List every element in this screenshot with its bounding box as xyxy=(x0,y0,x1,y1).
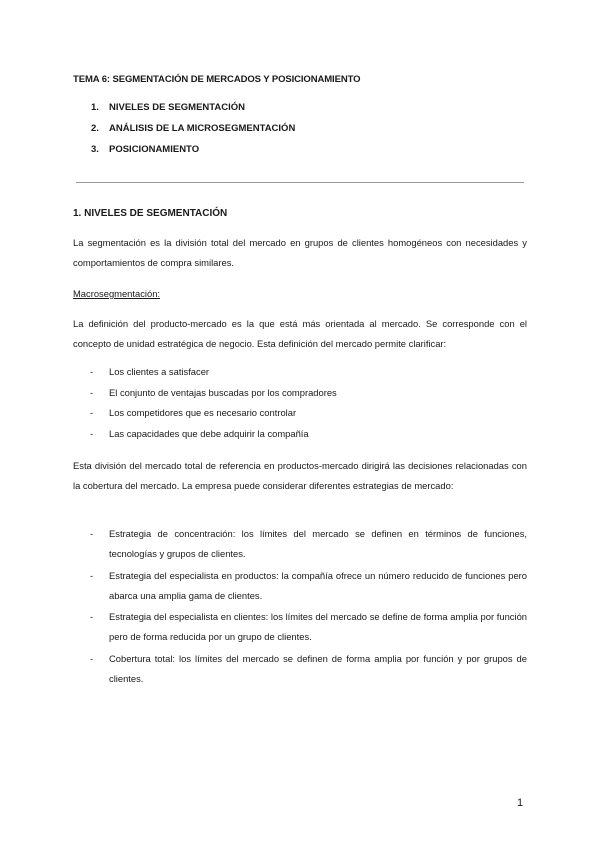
toc-item-label: ANÁLISIS DE LA MICROSEGMENTACIÓN xyxy=(109,123,296,134)
list-item xyxy=(90,362,527,383)
dash-bullet: - xyxy=(90,427,94,439)
toc-item xyxy=(91,102,295,123)
dash-bullet: - xyxy=(90,366,94,377)
list-item xyxy=(90,424,527,445)
dash-bullet: - xyxy=(90,652,94,664)
list-item-text: Estrategia de concentración: los límites del mercado se definen en términos de funciones, tecnologías y grupos de clientes. xyxy=(109,528,527,559)
toc-item-number: 1. xyxy=(91,102,99,113)
toc-item-label: POSICIONAMIENTO xyxy=(109,144,200,155)
list-item-text: El conjunto de ventajas buscadas por los compradores xyxy=(109,386,337,398)
toc-item-label: NIVELES DE SEGMENTACIÓN xyxy=(109,102,246,113)
dash-bullet: - xyxy=(90,386,94,398)
list-item-text: Las capacidades que debe adquirir la compañía xyxy=(109,427,309,439)
list-item-text: Cobertura total: los límites del mercado se definen de forma amplia por función y por grupos de clientes. xyxy=(109,652,527,684)
list-item xyxy=(90,383,527,404)
toc-item-number: 3. xyxy=(91,144,99,155)
list-item-text: Los competidores que es necesario controlar xyxy=(109,407,297,418)
section-heading: 1. NIVELES DE SEGMENTACIÓN xyxy=(73,208,228,219)
dash-bullet: - xyxy=(90,407,94,418)
paragraph-product-market: La definición del producto-mercado es la que está más orientada al mercado. Se corresponde con el concepto de unidad estratégica de negocio. Esta definición del mercado permite clarificar: xyxy=(73,318,527,349)
list-item-text: Estrategia del especialista en clientes: los límites del mercado se define de forma amplia por función pero de forma reducida por un grupo de clientes. xyxy=(109,611,527,642)
list-item xyxy=(90,607,527,647)
list-item xyxy=(90,403,527,424)
bullet-list-clarify xyxy=(90,362,527,444)
page-title: TEMA 6: SEGMENTACIÓN DE MERCADOS Y POSICIONAMIENTO xyxy=(73,74,361,85)
intro-paragraph: La segmentación es la división total del mercado en grupos de clientes homogéneos con necesidades y comportamientos de compra similares. xyxy=(73,237,527,268)
page-number: 1 xyxy=(517,797,524,809)
list-item xyxy=(90,524,527,564)
paragraph-market-division: Esta división del mercado total de referencia en productos-mercado dirigirá las decisiones relacionadas con la cobertura del mercado. La empresa puede considerar diferentes estrategias de mercado: xyxy=(73,460,527,491)
list-item-text: Los clientes a satisfacer xyxy=(109,366,210,377)
toc-item xyxy=(91,123,295,144)
list-item-text: Estrategia del especialista en productos: la compañía ofrece un número reducido de funciones pero abarca una amplia gama de clientes. xyxy=(109,569,527,601)
table-of-contents xyxy=(91,102,295,165)
toc-item-number: 2. xyxy=(91,123,99,134)
dash-bullet: - xyxy=(90,611,94,622)
subheading-macrosegmentacion: Macrosegmentación: xyxy=(73,288,161,299)
dash-bullet: - xyxy=(90,569,94,581)
list-item xyxy=(90,649,527,689)
horizontal-divider xyxy=(76,182,524,183)
list-item xyxy=(90,566,527,606)
bullet-list-strategies xyxy=(90,524,527,690)
dash-bullet: - xyxy=(90,528,94,539)
toc-item xyxy=(91,144,295,165)
